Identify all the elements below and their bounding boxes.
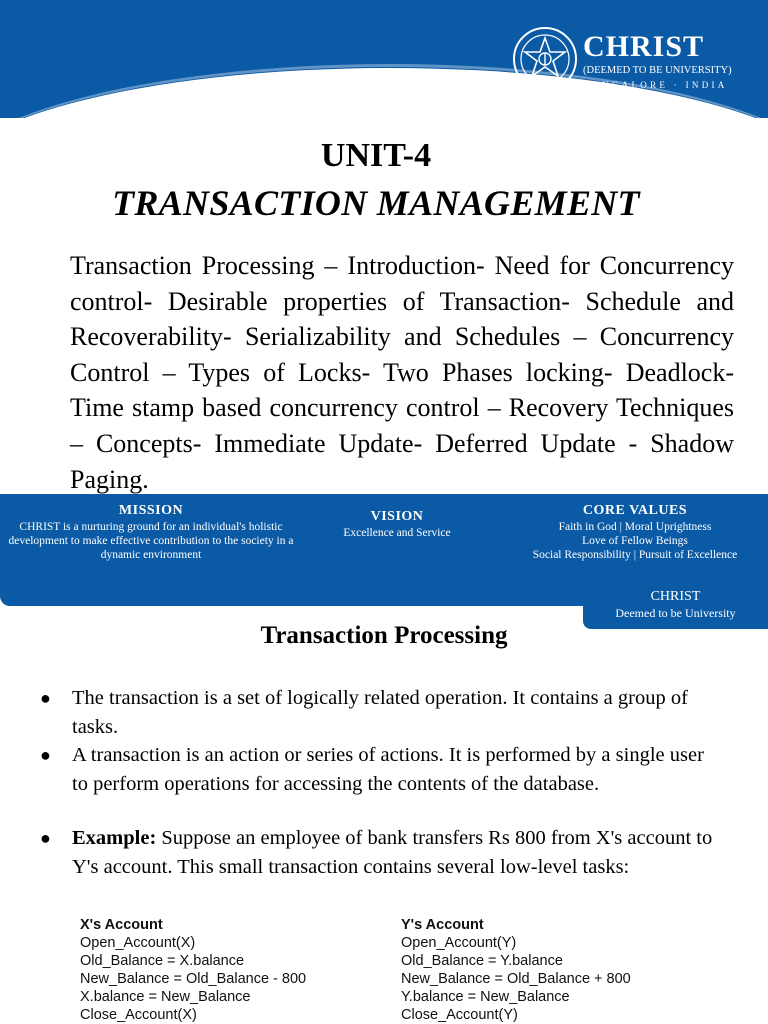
brand-block: [583, 32, 732, 91]
core-values-block: [506, 502, 764, 562]
x-account-title: X's Account: [80, 917, 163, 933]
unit-subject: TRANSACTION MANAGEMENT: [112, 183, 640, 223]
university-seal-icon: [512, 26, 578, 92]
core-value-line: Faith in God | Moral Uprightness: [558, 521, 712, 533]
example-text: Suppose an employee of bank transfers Rs 800 from X's account to Y's account. This small transaction contains several low-level tasks:: [72, 827, 713, 878]
y-account-title: Y's Account: [401, 917, 484, 933]
brand-subtitle: (DEEMED TO BE UNIVERSITY): [583, 65, 732, 76]
code-line: X.balance = New_Balance: [80, 989, 251, 1005]
mission-text: CHRIST is a nurturing ground for an individual's holistic development to make effective contribution to the society in a dynamic environment: [8, 521, 294, 561]
code-line: New_Balance = Old_Balance - 800: [80, 971, 307, 987]
list-item: [40, 684, 720, 741]
bullet-text: A transaction is an action or series of actions. It is performed by a single user to perform operations for accessing the contents of the database.: [72, 744, 704, 795]
bullet-text: The transaction is a set of logically related operation. It contains a group of tasks.: [72, 687, 688, 738]
list-item: [40, 741, 720, 798]
code-line: New_Balance = Old_Balance + 800: [401, 971, 631, 987]
syllabus-text: Transaction Processing – Introduction- Need for Concurrency control- Desirable properties of Transaction- Schedule and Recoverability- Serializability and Schedules – Concurrency Control – Types of Locks- Two Phases locking- Deadlock- Time stamp based concurrency control – Recovery Techniques – Concepts- Immediate Update- Deferred Update - Shadow Paging.: [70, 251, 734, 494]
list-item: [40, 824, 720, 881]
brand-city: BANGALORE · INDIA: [583, 80, 728, 90]
x-account-steps: [80, 916, 306, 1024]
mission-block: [6, 502, 296, 562]
code-line: Y.balance = New_Balance: [401, 989, 570, 1005]
brand-name: CHRIST: [583, 30, 705, 63]
vision-text: Excellence and Service: [343, 527, 451, 539]
core-value-line: Social Responsibility | Pursuit of Excellence: [532, 549, 738, 561]
slide-2-title: Transaction Processing: [260, 622, 508, 649]
code-line: Close_Account(X): [80, 1007, 197, 1023]
vision-block: [326, 508, 468, 540]
code-line: Old_Balance = Y.balance: [401, 953, 563, 969]
code-line: Open_Account(X): [80, 935, 196, 951]
bullet-list: [40, 684, 720, 881]
y-account-steps: [401, 916, 631, 1024]
bullet-icon: ●: [40, 745, 51, 765]
code-line: Close_Account(Y): [401, 1007, 518, 1023]
core-value-line: Love of Fellow Beings: [582, 535, 688, 547]
mission-title: MISSION: [118, 503, 184, 518]
footer-subtitle: Deemed to be University: [615, 606, 736, 620]
footer-name: CHRIST: [650, 589, 701, 604]
example-label: Example:: [72, 827, 157, 849]
vision-title: VISION: [370, 509, 424, 524]
bullet-icon: ●: [40, 688, 51, 708]
bullet-icon: ●: [40, 828, 51, 848]
code-line: Open_Account(Y): [401, 935, 517, 951]
core-values-title: CORE VALUES: [582, 503, 688, 518]
code-line: Old_Balance = X.balance: [80, 953, 245, 969]
unit-title: UNIT-4: [320, 137, 432, 174]
